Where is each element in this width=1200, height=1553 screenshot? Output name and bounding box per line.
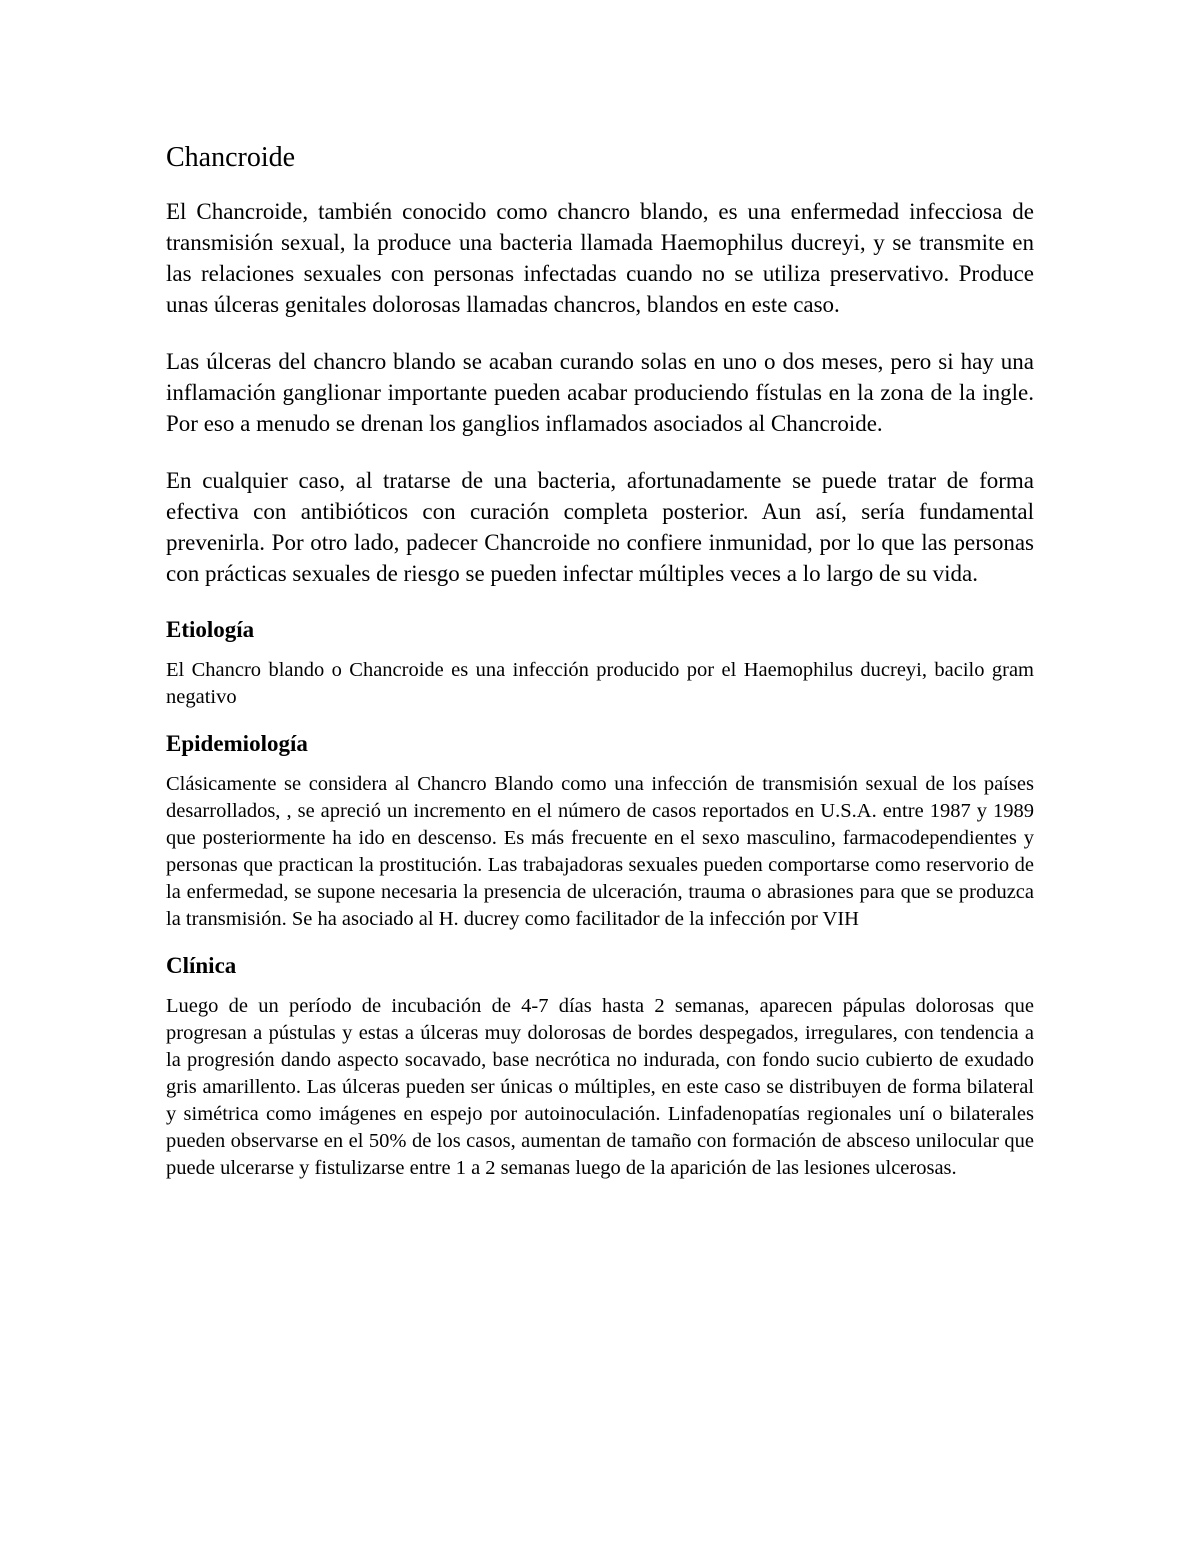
intro-paragraph-1: El Chancroide, también conocido como chancro blando, es una enfermedad infecciosa de transmisión sexual, la produce una bacteria llamada Haemophilus ducreyi, y se transmite en las relaciones sexuales con personas infectadas cuando no se utiliza preservativo. Produce unas úlceras genitales dolorosas llamadas chancros, blandos en este caso. xyxy=(166,199,1034,317)
section-text-epidemiologia: Clásicamente se considera al Chancro Blando como una infección de transmisión sexual de los países desarrollados, , se apreció un incremento en el número de casos reportados en U.S.A. entre 1987 y 1989 que posteriormente ha ido en descenso. Es más frecuente en el sexo masculino, farmacodependientes y personas que practican la prostitución. Las trabajadoras sexuales pueden comportarse como reservorio de la enfermedad, se supone necesaria la presencia de ulceración, trauma o abrasiones para que se produzca la transmisión. Se ha asociado al H. ducrey como facilitador de la infección por VIH xyxy=(166,773,1034,930)
intro-paragraph-2: Las úlceras del chancro blando se acaban curando solas en uno o dos meses, pero si hay una inflamación ganglionar importante pueden acabar produciendo fístulas en la zona de la ingle. Por eso a menudo se drenan los ganglios inflamados asociados al Chancroide. xyxy=(166,349,1034,436)
document-title: Chancroide xyxy=(166,142,296,173)
document-page xyxy=(166,138,1034,1200)
section-text-etiologia: El Chancro blando o Chancroide es una infección producido por el Haemophilus ducreyi, bacilo gram negativo xyxy=(166,659,1034,708)
section-text-clinica: Luego de un período de incubación de 4-7 días hasta 2 semanas, aparecen pápulas dolorosas que progresan a pústulas y estas a úlceras muy dolorosas de bordes despegados, irregulares, con tendencia a la progresión dando aspecto socavado, base necrótica no indurada, con fondo sucio cubierto de exudado gris amarillento. Las úlceras pueden ser únicas o múltiples, en este caso se distribuyen de forma bilateral y simétrica como imágenes en espejo por autoinoculación. Linfadenopatías regionales uní o bilaterales pueden observarse en el 50% de los casos, aumentan de tamaño con formación de absceso unilocular que puede ulcerarse y fistulizarse entre 1 a 2 semanas luego de la aparición de las lesiones ulcerosas. xyxy=(166,995,1034,1179)
intro-paragraph-3: En cualquier caso, al tratarse de una bacteria, afortunadamente se puede tratar de forma efectiva con antibióticos con curación completa posterior. Aun así, sería fundamental prevenirla. Por otro lado, padecer Chancroide no confiere inmunidad, por lo que las personas con prácticas sexuales de riesgo se pueden infectar múltiples veces a lo largo de su vida. xyxy=(166,468,1034,586)
section-heading-epidemiologia: Epidemiología xyxy=(166,731,308,756)
section-heading-etiologia: Etiología xyxy=(166,617,255,642)
section-heading-clinica: Clínica xyxy=(166,953,237,978)
